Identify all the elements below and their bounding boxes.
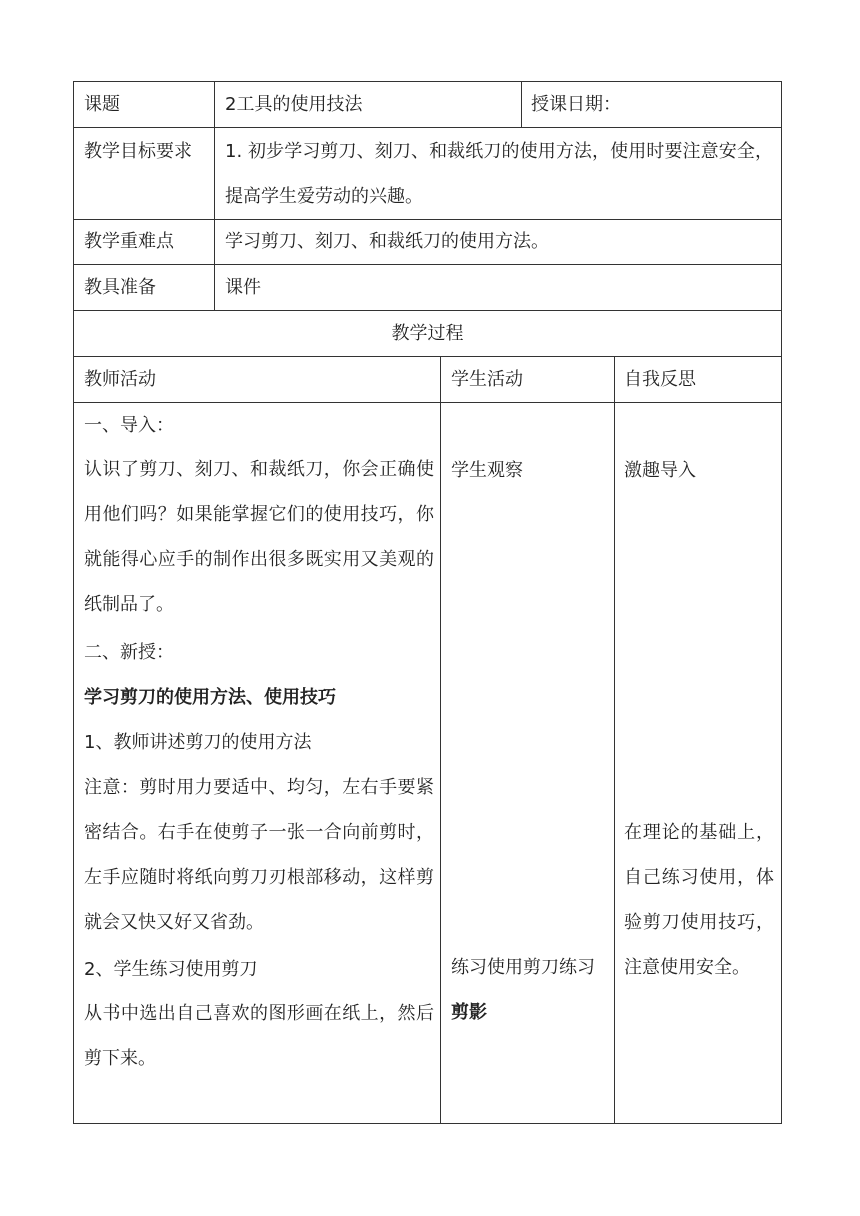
teacher-bold-heading: 学习剪刀的使用方法、使用技巧 [84, 687, 336, 708]
table-border-row6 [73, 356, 782, 357]
keypoint-label: 教学重难点 [84, 231, 174, 252]
teacher-intro-text: 认识了剪刀、刻刀、和裁纸刀，你会正确使用他们吗？如果能掌握它们的使用技巧，你就能得心应手的制作出很多既实用又美观的纸制品了。 [84, 459, 434, 615]
table-border-row4 [73, 264, 782, 265]
goal-value: 1. 初步学习剪刀、刻刀、和裁纸刀的使用方法，使用时要注意安全，提高学生爱劳动的兴趣。 [225, 141, 773, 207]
table-border-right [781, 81, 782, 1124]
table-border-left [73, 81, 74, 1124]
keypoint-value: 学习剪刀、刻刀、和裁纸刀的使用方法。 [225, 231, 549, 252]
topic-label: 课题 [84, 94, 120, 115]
teacher-note: 注意：剪时用力要适中、均匀，左右手要紧密结合。右手在使剪子一张一合向前剪时，左手应随时将纸向剪刀刃根部移动，这样剪就会又快又好又省劲。 [84, 777, 434, 933]
process-title: 教学过程 [391, 323, 464, 344]
table-border-row3 [73, 219, 782, 220]
table-border-label-col [214, 81, 215, 310]
col-header-student: 学生活动 [451, 369, 523, 390]
table-border-row5 [73, 310, 782, 311]
goal-label: 教学目标要求 [84, 141, 192, 162]
teacher-step2: 2、学生练习使用剪刀 [84, 959, 258, 980]
teacher-step1: 1、教师讲述剪刀的使用方法 [84, 732, 312, 753]
teacher-new-heading: 二、新授： [84, 642, 174, 663]
tools-label: 教具准备 [84, 277, 156, 298]
col-header-teacher: 教师活动 [84, 369, 156, 390]
reflect-intro: 激趣导入 [624, 460, 696, 481]
student-practice-text: 练习使用剪刀练习 [451, 957, 595, 978]
table-border-student-col [440, 356, 441, 1124]
student-practice-bold: 剪影 [451, 1002, 487, 1023]
student-practice [451, 945, 609, 1035]
date-label: 授课日期： [531, 94, 621, 115]
table-border-row2 [73, 127, 782, 128]
table-border-bottom [73, 1123, 782, 1124]
teacher-intro-heading: 一、导入： [84, 415, 174, 436]
col-header-reflect: 自我反思 [624, 369, 696, 390]
student-observe: 学生观察 [451, 460, 523, 481]
tools-value: 课件 [225, 277, 261, 298]
topic-value: 2工具的使用技法 [225, 94, 363, 115]
table-border-reflect-col [614, 356, 615, 1124]
teacher-step2-text: 从书中选出自己喜欢的图形画在纸上，然后剪下来。 [84, 1003, 434, 1069]
table-border-date-col [521, 81, 522, 127]
table-border-top [73, 81, 782, 82]
table-border-row7 [73, 402, 782, 403]
reflect-practice: 在理论的基础上，自己练习使用，体验剪刀使用技巧，注意使用安全。 [624, 822, 774, 978]
